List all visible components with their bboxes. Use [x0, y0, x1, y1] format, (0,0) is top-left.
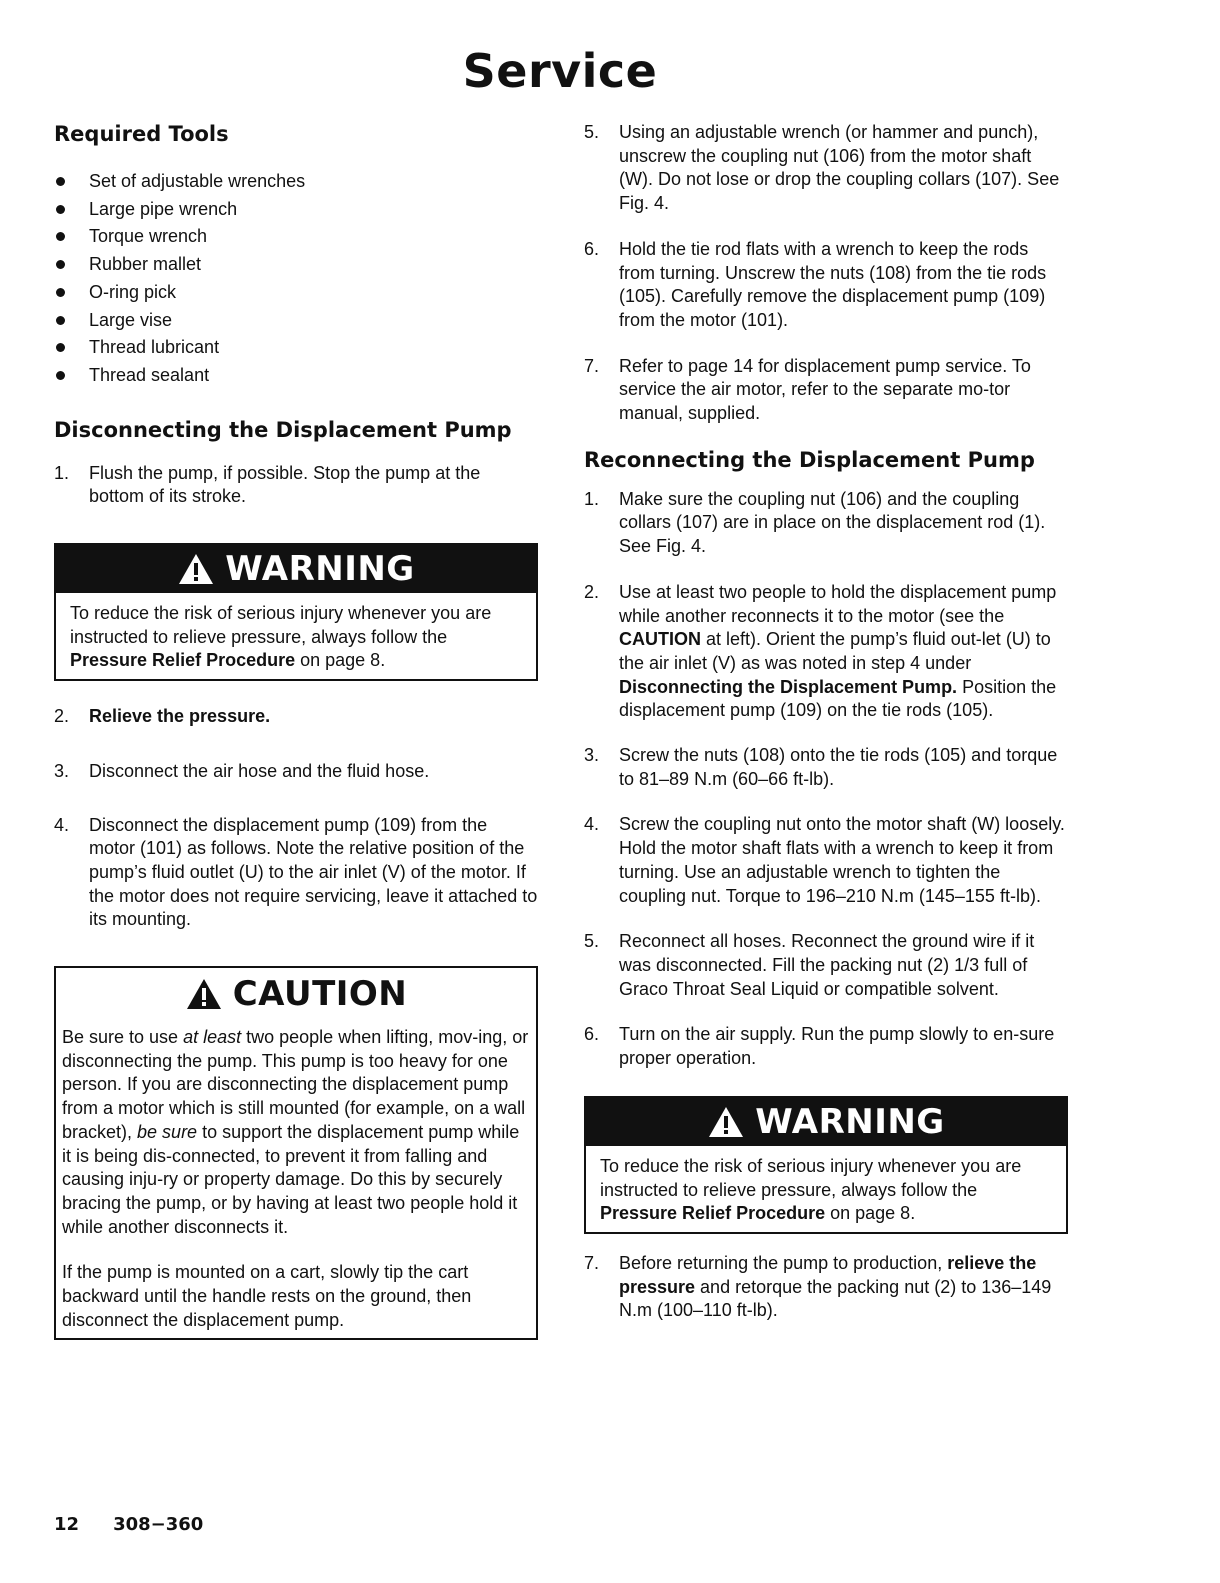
disconnect-step-4: 4. Disconnect the displacement pump (109) from the motor (101) as follows. Note the relative position of the pump’s fluid outlet (U) to the air inlet (V) of the motor. If the motor does not require servicing, leave it attached to its mounting.: [54, 814, 538, 930]
bullet-icon: [56, 316, 65, 325]
page-number: 12: [54, 1514, 80, 1535]
caution-header: [56, 968, 536, 1020]
warning-header: [586, 1098, 1066, 1146]
warning-title: WARNING: [755, 1101, 945, 1142]
list-item: Set of adjustable wrenches: [54, 168, 538, 196]
caution-box: [54, 966, 538, 1339]
list-item: Rubber mallet: [54, 251, 538, 279]
list-item: Thread sealant: [54, 362, 538, 390]
reconnect-step-3: 3. Screw the nuts (108) onto the tie rods (105) and torque to 81–89 N.m (60–66 ft-lb).: [584, 745, 1058, 789]
bullet-icon: [56, 232, 65, 241]
reconnect-step-7: 7. Before returning the pump to production, relieve the pressure and retorque the packing nut (2) to 136–149 N.m (100–110 ft-lb).: [584, 1252, 1052, 1321]
list-item: Large vise: [54, 307, 538, 335]
disconnect-step-3: 3. Disconnect the air hose and the fluid hose.: [54, 760, 430, 781]
disconnect-step-6: 6. Hold the tie rod flats with a wrench to keep the rods from turning. Unscrew the nuts (108) from the tie rods (105). Carefully remove the displacement pump (109) from the motor (101).: [584, 238, 1047, 330]
page-title: Service: [462, 44, 658, 98]
page-footer: [54, 1514, 237, 1535]
left-column: [54, 120, 538, 1340]
bullet-icon: [56, 371, 65, 380]
list-item: O-ring pick: [54, 279, 538, 307]
list-item: Large pipe wrench: [54, 196, 538, 224]
warning-triangle-icon: [177, 552, 215, 586]
list-item: Torque wrench: [54, 223, 538, 251]
disconnect-step-5: 5. Using an adjustable wrench (or hammer and punch), unscrew the coupling nut (106) from the motor shaft (W). Do not lose or drop the coupling collars (107). See Fig. 4.: [584, 122, 1060, 214]
caution-title: CAUTION: [232, 974, 408, 1015]
required-tools-list: [54, 168, 538, 390]
bullet-icon: [56, 205, 65, 214]
disconnect-step-2: 2. Relieve the pressure.: [54, 706, 271, 727]
caution-paragraph: If the pump is mounted on a cart, slowly tip the cart backward until the handle rests on the ground, then disconnect the displacement pump.: [62, 1262, 472, 1330]
warning-header: [56, 545, 536, 593]
warning-text: To reduce the risk of serious injury whenever you are instructed to relieve pressure, always follow the Pressure Relief Procedure on page 8.: [600, 1155, 1022, 1224]
reconnect-step-2: 2. Use at least two people to hold the displacement pump while another reconnects it to the motor (see the CAUTION at left). Orient the pump’s fluid out-let (U) to the air inlet (V) as was noted in step 4 under Disconnecting the Displacement Pump. Position the displacement pump (109) on the tie rods (105).: [584, 581, 1057, 721]
bullet-icon: [56, 343, 65, 352]
caution-triangle-icon: [185, 977, 223, 1011]
reconnect-step-5: 5. Reconnect all hoses. Reconnect the ground wire if it was disconnected. Fill the packing nut (2) 1/3 full of Graco Throat Seal Liquid or compatible solvent.: [584, 931, 1035, 999]
warning-title: WARNING: [225, 549, 415, 590]
caution-paragraph: Be sure to use at least two people when lifting, mov-ing, or disconnecting the pump. This pump is too heavy for one person. If you are disconnecting the displacement pump from a motor which is still mounted (for example, on a wall bracket), be sure to support the displacement pump while it is being dis-connected, to prevent it from falling and causing inju-ry or property damage. Do this by securely bracing the pump, or by having at least two people hold it while another disconnects it.: [62, 1027, 529, 1237]
disconnect-step-1: 1. Flush the pump, if possible. Stop the pump at the bottom of its stroke.: [54, 462, 481, 507]
bullet-icon: [56, 288, 65, 297]
required-tools-heading: Required Tools: [54, 122, 229, 146]
reconnect-step-6: 6. Turn on the air supply. Run the pump slowly to en-sure proper operation.: [584, 1024, 1055, 1069]
bullet-icon: [56, 177, 65, 186]
bullet-icon: [56, 260, 65, 269]
reconnecting-heading: Reconnecting the Displacement Pump: [584, 447, 1035, 472]
caution-text: [56, 1020, 536, 1337]
document-number: 308−360: [113, 1514, 204, 1535]
reconnect-step-4: 4. Screw the coupling nut onto the motor shaft (W) loosely. Hold the motor shaft flats with a wrench to keep it from turning. Use an adjustable wrench to tighten the coupling nut. Torque to 196–210 N.m (145–155 ft-lb).: [584, 814, 1065, 906]
list-item: Thread lubricant: [54, 334, 538, 362]
warning-box: [584, 1096, 1068, 1234]
warning-text: To reduce the risk of serious injury whenever you are instructed to relieve pressure, always follow the Pressure Relief Procedure on page 8.: [70, 603, 492, 671]
warning-box: [54, 543, 538, 681]
disconnect-step-7: 7. Refer to page 14 for displacement pump service. To service the air motor, refer to the separate mo-tor manual, supplied.: [584, 355, 1031, 424]
warning-triangle-icon: [707, 1105, 745, 1139]
reconnect-step-1: 1. Make sure the coupling nut (106) and the coupling collars (107) are in place on the displacement rod (1). See Fig. 4.: [584, 488, 1046, 557]
right-column: [584, 120, 1068, 1323]
disconnecting-heading: Disconnecting the Displacement Pump: [54, 417, 512, 442]
